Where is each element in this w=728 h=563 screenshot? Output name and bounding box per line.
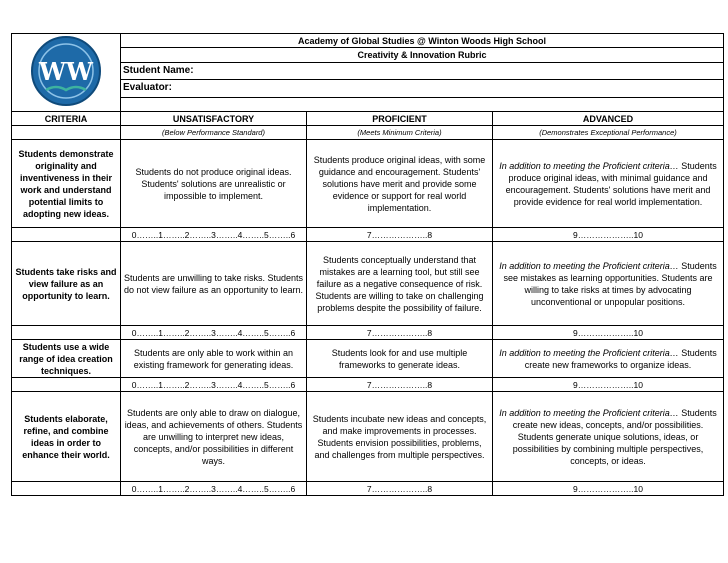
advanced-lead: In addition to meeting the Proficient criteria… [499, 407, 679, 418]
criteria-cell: Students demonstrate originality and inventiveness in their work and understand potential limits to adopting new ideas. [12, 140, 121, 228]
col-criteria: CRITERIA [12, 112, 121, 126]
advanced-text: Students produce original ideas, with minimal guidance and encouragement. Students' solutions have merit and provide evidence for real world implementation. [505, 160, 717, 207]
criteria-note-blank [12, 126, 121, 140]
score-criteria-blank [12, 228, 121, 242]
rubric-table [11, 33, 724, 496]
col-unsatisfactory: UNSATISFACTORY [121, 112, 307, 126]
unsatisfactory-cell: Students do not produce original ideas. Students' solutions are unrealistic or impossible to implement. [121, 140, 307, 228]
proficient-cell: Students produce original ideas, with some guidance and encouragement. Students' solutions have merit and provide some evidence or support for real world implementation. [307, 140, 493, 228]
score-unsatisfactory[interactable]: 0……..1……..2……..3……..4……..5……..6 [121, 326, 307, 340]
criteria-cell: Students take risks and view failure as an opportunity to learn. [12, 242, 121, 326]
advanced-text: Students create new frameworks to organize ideas. [524, 347, 717, 370]
unsatisfactory-cell: Students are unwilling to take risks. Students do not view failure as an opportunity to learn. [121, 242, 307, 326]
school-logo [24, 34, 108, 108]
criteria-cell: Students use a wide range of idea creation techniques. [12, 340, 121, 378]
proficient-cell: Students look for and use multiple frameworks to generate ideas. [307, 340, 493, 378]
logo-cell [12, 34, 121, 112]
note-unsatisfactory: (Below Performance Standard) [121, 126, 307, 140]
score-advanced[interactable]: 9………………..10 [493, 482, 724, 496]
score-unsatisfactory[interactable]: 0……..1……..2……..3……..4……..5……..6 [121, 482, 307, 496]
score-proficient[interactable]: 7………………..8 [307, 482, 493, 496]
proficient-cell: Students incubate new ideas and concepts, and make improvements in processes. Students envision possibilities, problems, and challenges from multiple perspectives. [307, 392, 493, 482]
advanced-cell [493, 392, 724, 482]
score-criteria-blank [12, 482, 121, 496]
advanced-lead: In addition to meeting the Proficient criteria… [499, 160, 679, 171]
score-unsatisfactory[interactable]: 0……..1……..2……..3……..4……..5……..6 [121, 228, 307, 242]
score-proficient[interactable]: 7………………..8 [307, 326, 493, 340]
student-name-label[interactable]: Student Name: [121, 62, 724, 79]
col-proficient: PROFICIENT [307, 112, 493, 126]
rubric-row [12, 140, 724, 228]
advanced-text: Students create new ideas, concepts, and/or possibilities. Students generate unique solutions, ideas, or possibilities by combining multiple perspectives, concepts, or ideas. [512, 407, 717, 466]
advanced-lead: In addition to meeting the Proficient criteria… [499, 260, 679, 271]
advanced-lead: In addition to meeting the Proficient criteria… [499, 347, 679, 358]
score-advanced[interactable]: 9………………..10 [493, 228, 724, 242]
criteria-cell: Students elaborate, refine, and combine ideas in order to enhance their world. [12, 392, 121, 482]
score-advanced[interactable]: 9………………..10 [493, 326, 724, 340]
note-advanced: (Demonstrates Exceptional Performance) [493, 126, 724, 140]
col-advanced: ADVANCED [493, 112, 724, 126]
rubric-subtitle: Creativity & Innovation Rubric [121, 48, 724, 62]
proficient-cell: Students conceptually understand that mistakes are a learning tool, but still see failure as a negative consequence of risk. Students are willing to take on challenging problems despite the possibility of failure. [307, 242, 493, 326]
score-unsatisfactory[interactable]: 0……..1……..2……..3……..4……..5……..6 [121, 378, 307, 392]
advanced-cell [493, 140, 724, 228]
score-proficient[interactable]: 7………………..8 [307, 228, 493, 242]
score-criteria-blank [12, 378, 121, 392]
unsatisfactory-cell: Students are only able to draw on dialogue, ideas, and achievements of others. Students are unwilling to interpret new ideas, concepts, and/or possibilities in different ways. [121, 392, 307, 482]
logo-text: WW [39, 57, 93, 86]
score-advanced[interactable]: 9………………..10 [493, 378, 724, 392]
blank-row [121, 97, 724, 111]
evaluator-label[interactable]: Evaluator: [121, 80, 724, 97]
rubric-row [12, 392, 724, 482]
score-proficient[interactable]: 7………………..8 [307, 378, 493, 392]
unsatisfactory-cell: Students are only able to work within an existing framework for generating ideas. [121, 340, 307, 378]
advanced-text: Students see mistakes as learning opportunities. Students are willing to take risks at times by advocating unconventional or unpopular positions. [503, 260, 717, 307]
rubric-row [12, 340, 724, 378]
advanced-cell [493, 242, 724, 326]
score-criteria-blank [12, 326, 121, 340]
advanced-cell [493, 340, 724, 378]
note-proficient: (Meets Minimum Criteria) [307, 126, 493, 140]
rubric-row [12, 242, 724, 326]
page-title: Academy of Global Studies @ Winton Woods High School [121, 34, 724, 48]
